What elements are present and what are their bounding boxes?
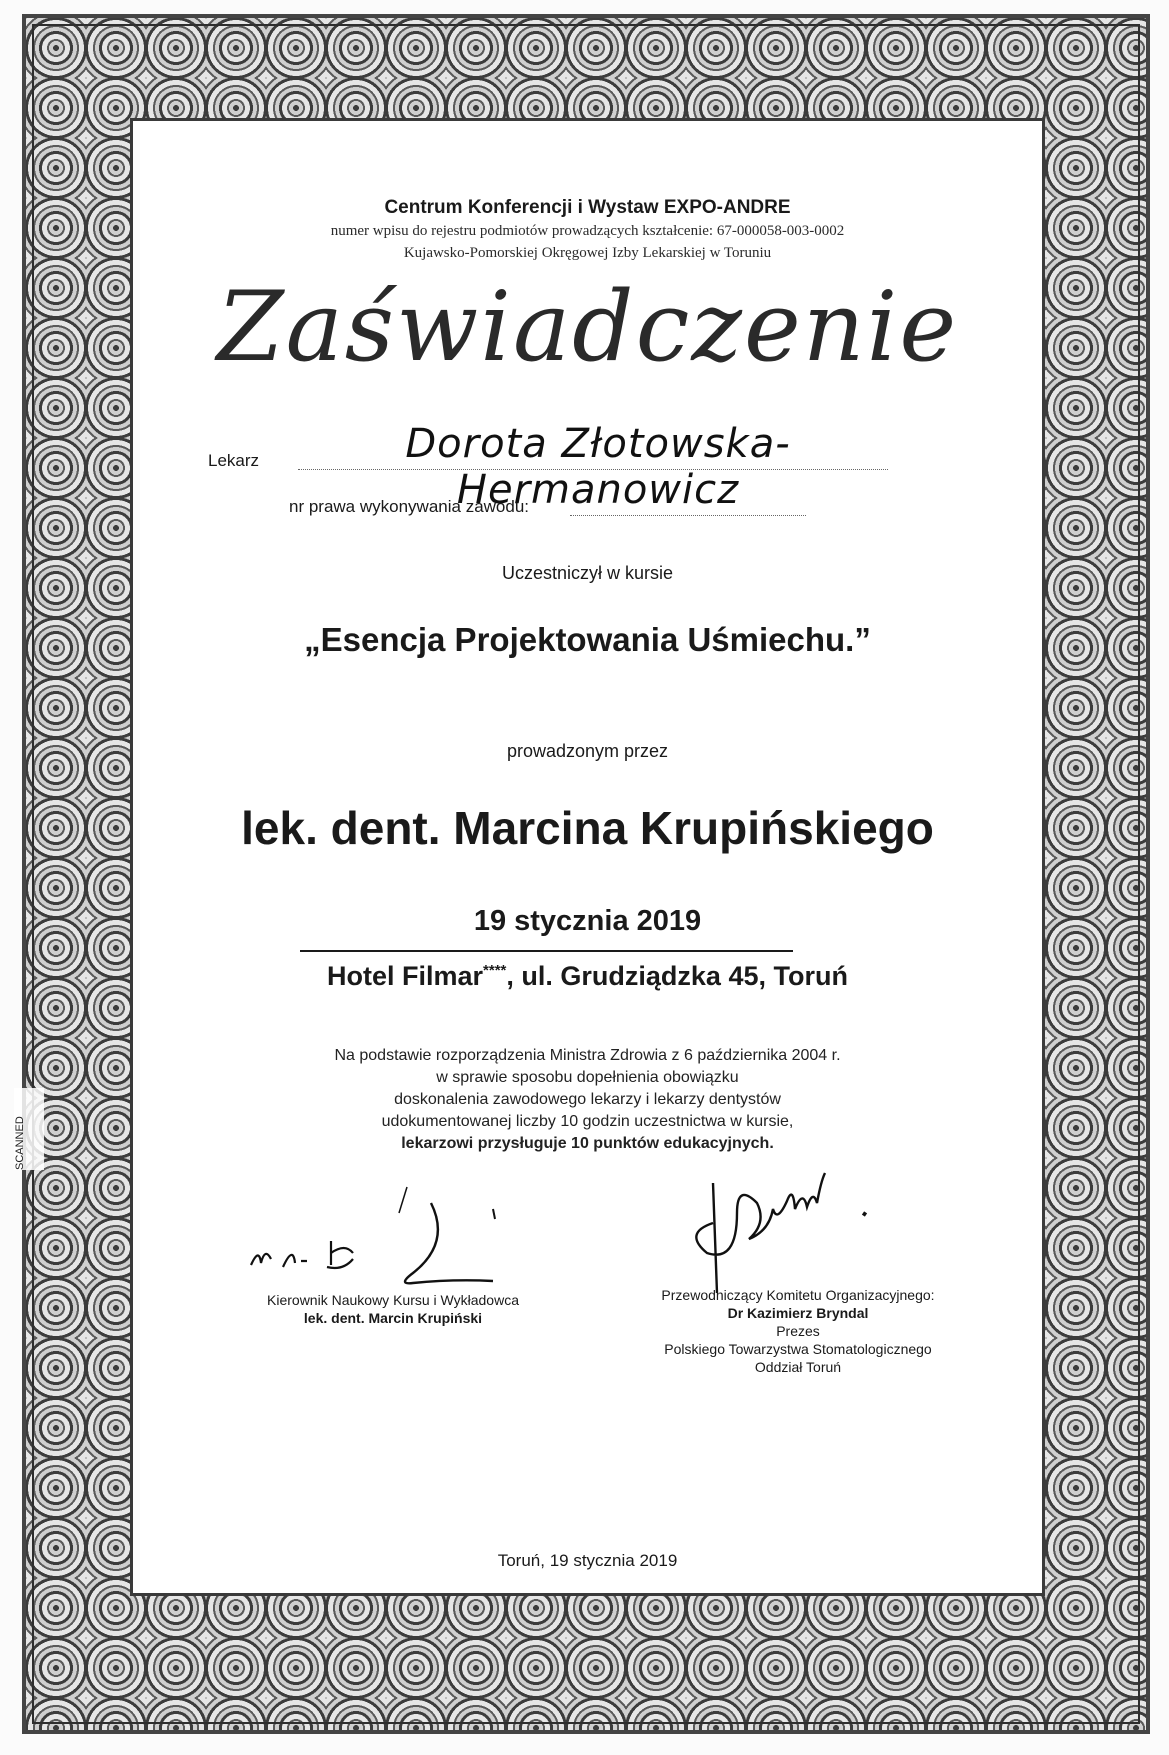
venue-stars: **** — [483, 962, 507, 979]
left-signatory — [223, 1291, 563, 1327]
right-signatory-role: Przewodniczący Komitetu Organizacyjnego: — [661, 1287, 935, 1303]
legal-text-line-2: w sprawie sposobu dopełnienia obowiązku — [436, 1069, 739, 1086]
legal-text-line-3: doskonalenia zawodowego lekarzy i lekarzy dentystów — [394, 1091, 781, 1108]
right-signatory-title: Prezes — [776, 1323, 820, 1339]
doctor-label: Lekarz — [208, 451, 260, 470]
course-date: 19 stycznia 2019 — [473, 905, 702, 937]
legal-text-line-1: Na podstawie rozporządzenia Ministra Zdrowia z 6 października 2004 r. — [334, 1047, 841, 1064]
document-title: Zaświadczenie — [216, 271, 959, 383]
led-by-label: prowadzonym przez — [506, 741, 669, 761]
issuer-name: Centrum Konferencji i Wystaw EXPO-ANDRE — [384, 197, 791, 218]
license-dotted-line — [570, 514, 806, 516]
right-signatory-branch: Oddział Toruń — [754, 1359, 842, 1375]
venue-address: , ul. Grudziądzka 45, Toruń — [506, 961, 848, 991]
doctor-name-handwritten: Dorota Złotowska-Hermanowicz — [405, 421, 791, 513]
venue-hotel: Hotel Filmar — [327, 961, 484, 991]
participated-label: Uczestniczył w kursie — [501, 563, 674, 583]
doctor-name-dotted-line — [298, 468, 888, 470]
side-stamp-note: SCANNED — [14, 1088, 44, 1170]
legal-text-line-4: udokumentowanej liczby 10 godzin uczestnictwa w kursie, — [381, 1113, 794, 1130]
issuer-chamber-line: Kujawsko-Pomorskiej Okręgowej Izby Lekarskiej w Toruniu — [403, 245, 772, 261]
instructor-name: lek. dent. Marcina Krupińskiego — [241, 802, 934, 854]
certificate-body — [130, 118, 1045, 1596]
left-signatory-role: Kierownik Naukowy Kursu i Wykładowca — [267, 1292, 519, 1308]
date-divider — [300, 950, 793, 952]
course-venue — [133, 961, 1042, 992]
right-signatory — [603, 1286, 993, 1376]
issuer-registry-line: numer wpisu do rejestru podmiotów prowadzących kształcenie: 67-000058-003-0002 — [330, 223, 845, 239]
place-and-date: Toruń, 19 stycznia 2019 — [497, 1551, 678, 1570]
license-label: nr prawa wykonywania zawodu: — [289, 497, 530, 516]
left-signature-icon — [231, 1183, 541, 1295]
right-signatory-org: Polskiego Towarzystwa Stomatologicznego — [664, 1341, 932, 1357]
right-signatory-name: Dr Kazimierz Bryndal — [727, 1305, 869, 1321]
right-signature-icon — [673, 1163, 973, 1298]
left-signatory-name: lek. dent. Marcin Krupiński — [303, 1310, 483, 1326]
legal-text-line-5: lekarzowi przysługuje 10 punktów edukacyjnych. — [401, 1135, 774, 1152]
course-name: „Esencja Projektowania Uśmiechu.” — [304, 621, 871, 658]
